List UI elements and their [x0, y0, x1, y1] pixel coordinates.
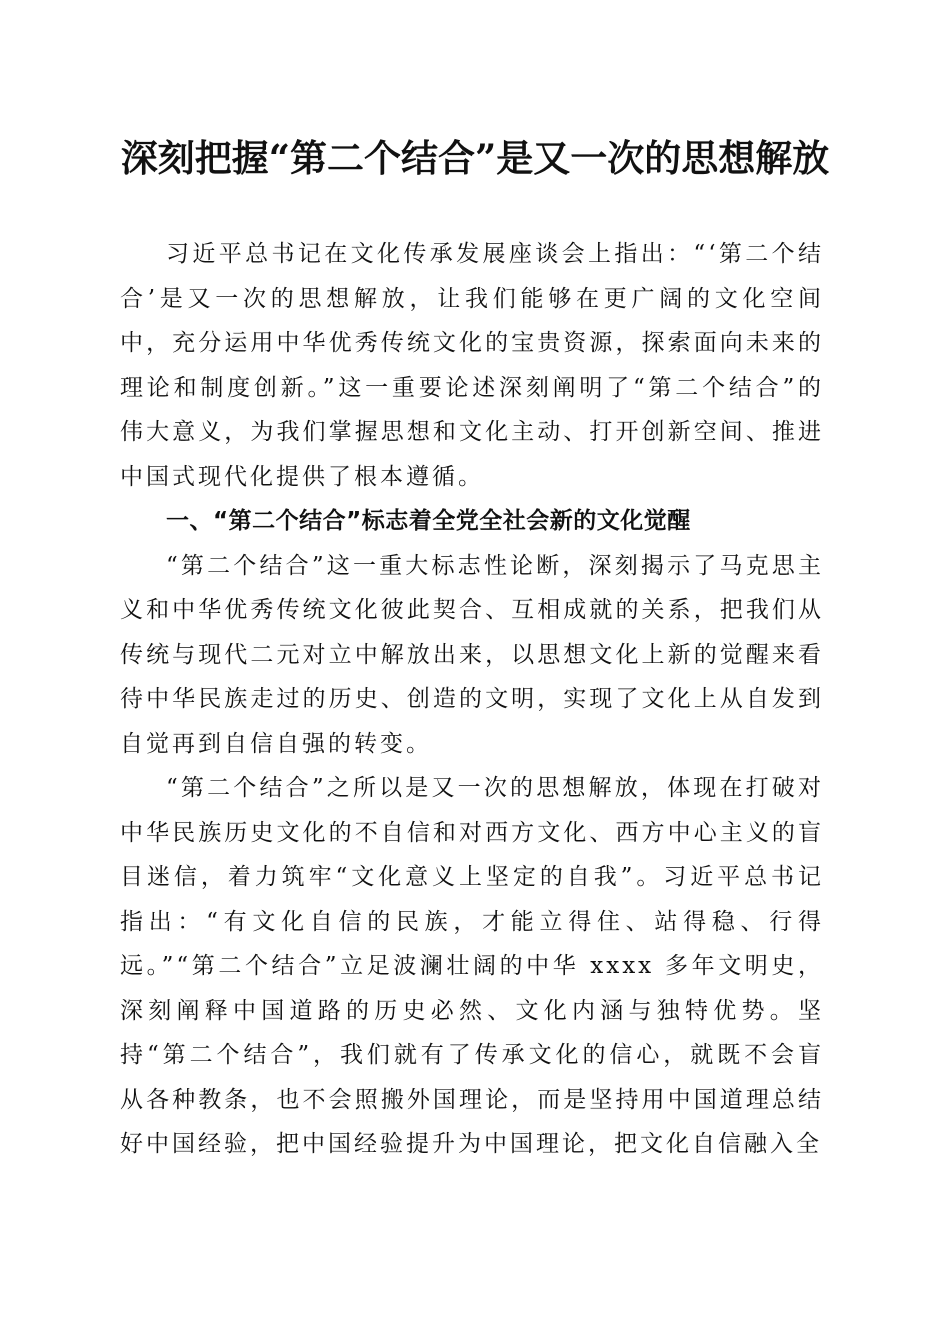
section-paragraph-1: “第二个结合”这一重大标志性论断，深刻揭示了马克思主义和中华优秀传统文化彼此契合、互相成就的关系，把我们从传统与现代二元对立中解放出来，以思想文化上新的觉醒来看待中华民族走过的历史、创造的文明，实现了文化上从自发到自觉再到自信自强的转变。 — [120, 552, 824, 757]
document-body — [120, 232, 824, 1167]
document-title: 深刻把握“第二个结合”是又一次的思想解放 — [120, 136, 830, 180]
intro-paragraph: 习近平总书记在文化传承发展座谈会上指出：“‘第二个结合’是又一次的思想解放，让我们能够在更广阔的文化空间中，充分运用中华优秀传统文化的宝贵资源，探索面向未来的理论和制度创新。”这一重要论述深刻阐明了“第二个结合”的伟大意义，为我们掌握思想和文化主动、打开创新空间、推进中国式现代化提供了根本遵循。 — [120, 241, 824, 490]
section-heading: 一、“第二个结合”标志着全党全社会新的文化觉醒 — [166, 508, 691, 534]
section-paragraph-2: “第二个结合”之所以是又一次的思想解放，体现在打破对中华民族历史文化的不自信和对西方文化、西方中心主义的盲目迷信，着力筑牢“文化意义上坚定的自我”。习近平总书记指出：“有文化自信的民族，才能立得住、站得稳、行得远。”“第二个结合”立足波澜壮阔的中华 xxxx 多年文明史，深刻阐释中国道路的历史必然、文化内涵与独特优势。坚持“第二个结合”，我们就有了传承文化的信心，就既不会盲从各种教条，也不会照搬外国理论，而是坚持用中国道理总结好中国经验，把中国经验提升为中国理论，把文化自信融入全 — [120, 775, 824, 1157]
